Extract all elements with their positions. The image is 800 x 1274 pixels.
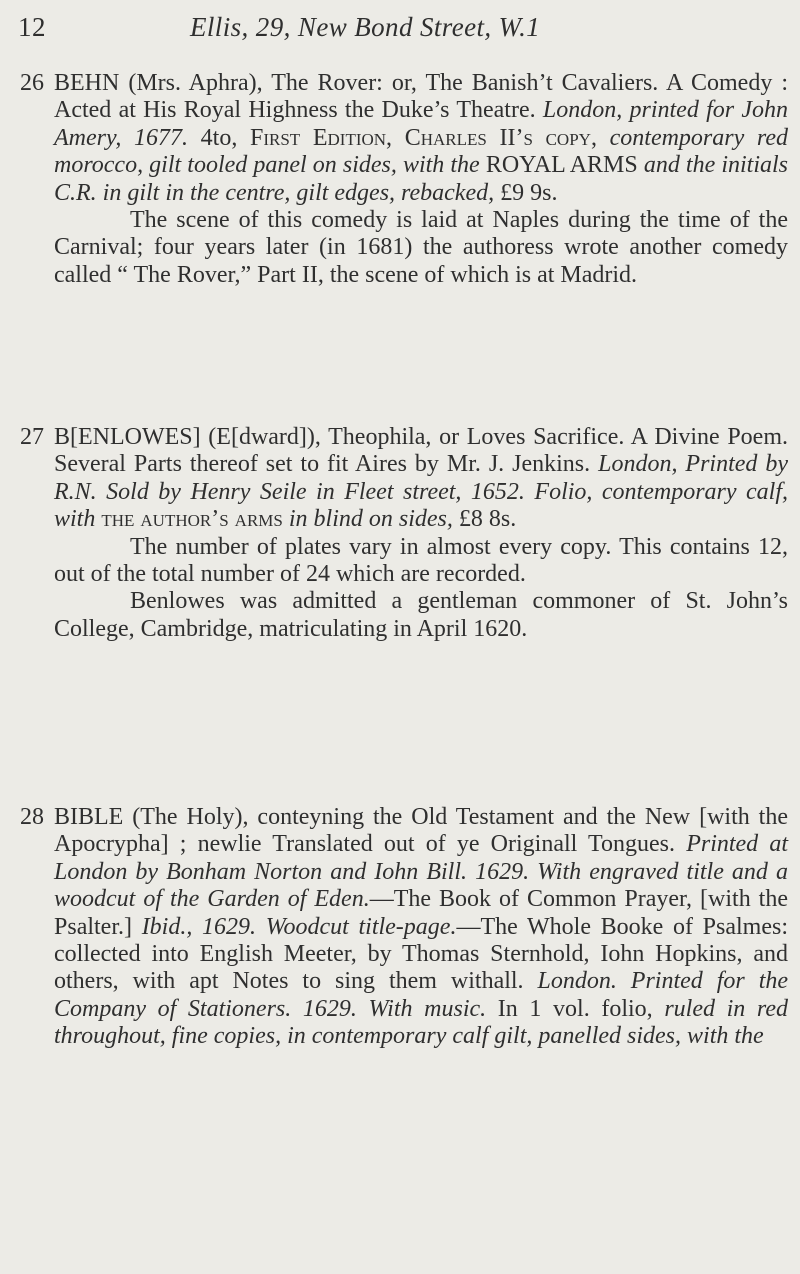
entry-edition: First Edition, Charles II’s copy, xyxy=(250,124,597,151)
entry-binding: contemporary red morocco, gilt tooled panel on sides, with the xyxy=(54,124,789,179)
entry-format: In 1 vol. folio, xyxy=(497,995,653,1022)
entry-note: Benlowes was admitted a gentleman commoner of St. John’s College, Cambridge, matriculating in April 1620. xyxy=(54,588,788,642)
entry-note: The scene of this comedy is laid at Naples during the time of the Carnival; four years later (in 1681) the authoress wrote another comedy called “ The Rover,” Part II, the scene of which is at Madrid. xyxy=(54,207,788,288)
page-header xyxy=(0,12,800,52)
entry-imprint: London, printed for John Amery, 1677. xyxy=(54,97,789,151)
entry-number: 27 xyxy=(20,424,44,450)
entry-price: £9 9s. xyxy=(500,179,558,206)
entry-arms: ROYAL ARMS xyxy=(485,152,638,179)
entry-format: 4to, xyxy=(200,124,238,151)
entry-imprint: London. Printed for the Company of Stationers. 1629. With music. xyxy=(54,968,789,1022)
entry-imprint: Ibid., 1629. Woodcut title-page. xyxy=(141,913,457,940)
entry-number: 28 xyxy=(20,804,44,830)
entry-price: £8 8s. xyxy=(458,506,517,533)
entry-title: BEHN (Mrs. Aphra), The Rover: or, The Banish’t Cavaliers. A Comedy : Acted at His Royal Highness the Duke’s Theatre. xyxy=(54,70,788,124)
entry-description xyxy=(54,70,788,207)
entry-subtitle: —The Whole Booke of Psalmes: collected into English Meeter, by Thomas Sternhold, Iohn Hopkins, and others, with apt Notes to sing them withall. xyxy=(54,913,788,995)
entry-binding: ruled in red throughout, fine copies, in contemporary calf gilt, panelled sides, with the xyxy=(54,995,789,1050)
entry-body xyxy=(54,70,788,289)
entry-title: B[ENLOWES] (E[dward]), Theophila, or Loves Sacrifice. A Divine Poem. Several Parts thereof set to fit Aires by Mr. J. Jenkins. xyxy=(54,424,788,478)
entry-title: BIBLE (The Holy), conteyning the Old Testament and the New [with the Apocrypha] ; newlie Translated out of ye Originall Tongues. xyxy=(54,804,788,858)
entry-body xyxy=(54,424,788,643)
entry-binding: in blind on sides, xyxy=(288,506,453,533)
entry-binding-cont: and the initials C.R. in gilt in the centre, gilt edges, rebacked, xyxy=(54,152,789,206)
entry-number: 26 xyxy=(20,70,44,96)
entry-description xyxy=(54,424,788,534)
entry-imprint: Printed at London by Bonham Norton and Iohn Bill. 1629. With engraved title and a woodcut of the Garden of Eden. xyxy=(54,831,788,913)
running-head: Ellis, 29, New Bond Street, W.1 xyxy=(190,12,541,42)
entry-imprint: London, Printed by R.N. Sold by Henry Seile in Fleet street, 1652. xyxy=(54,451,789,505)
entry-note: The number of plates vary in almost every copy. This contains 12, out of the total number of 24 which are recorded. xyxy=(54,533,788,588)
entry-subtitle: —The Book of Common Prayer, [with the Psalter.] xyxy=(54,886,789,940)
entry-body xyxy=(54,804,788,1051)
page-number: 12 xyxy=(18,12,46,42)
entry-description xyxy=(54,804,788,1051)
entry-arms: the author’s arms xyxy=(101,506,283,533)
entry-format: Folio, contemporary calf, with xyxy=(54,478,789,533)
